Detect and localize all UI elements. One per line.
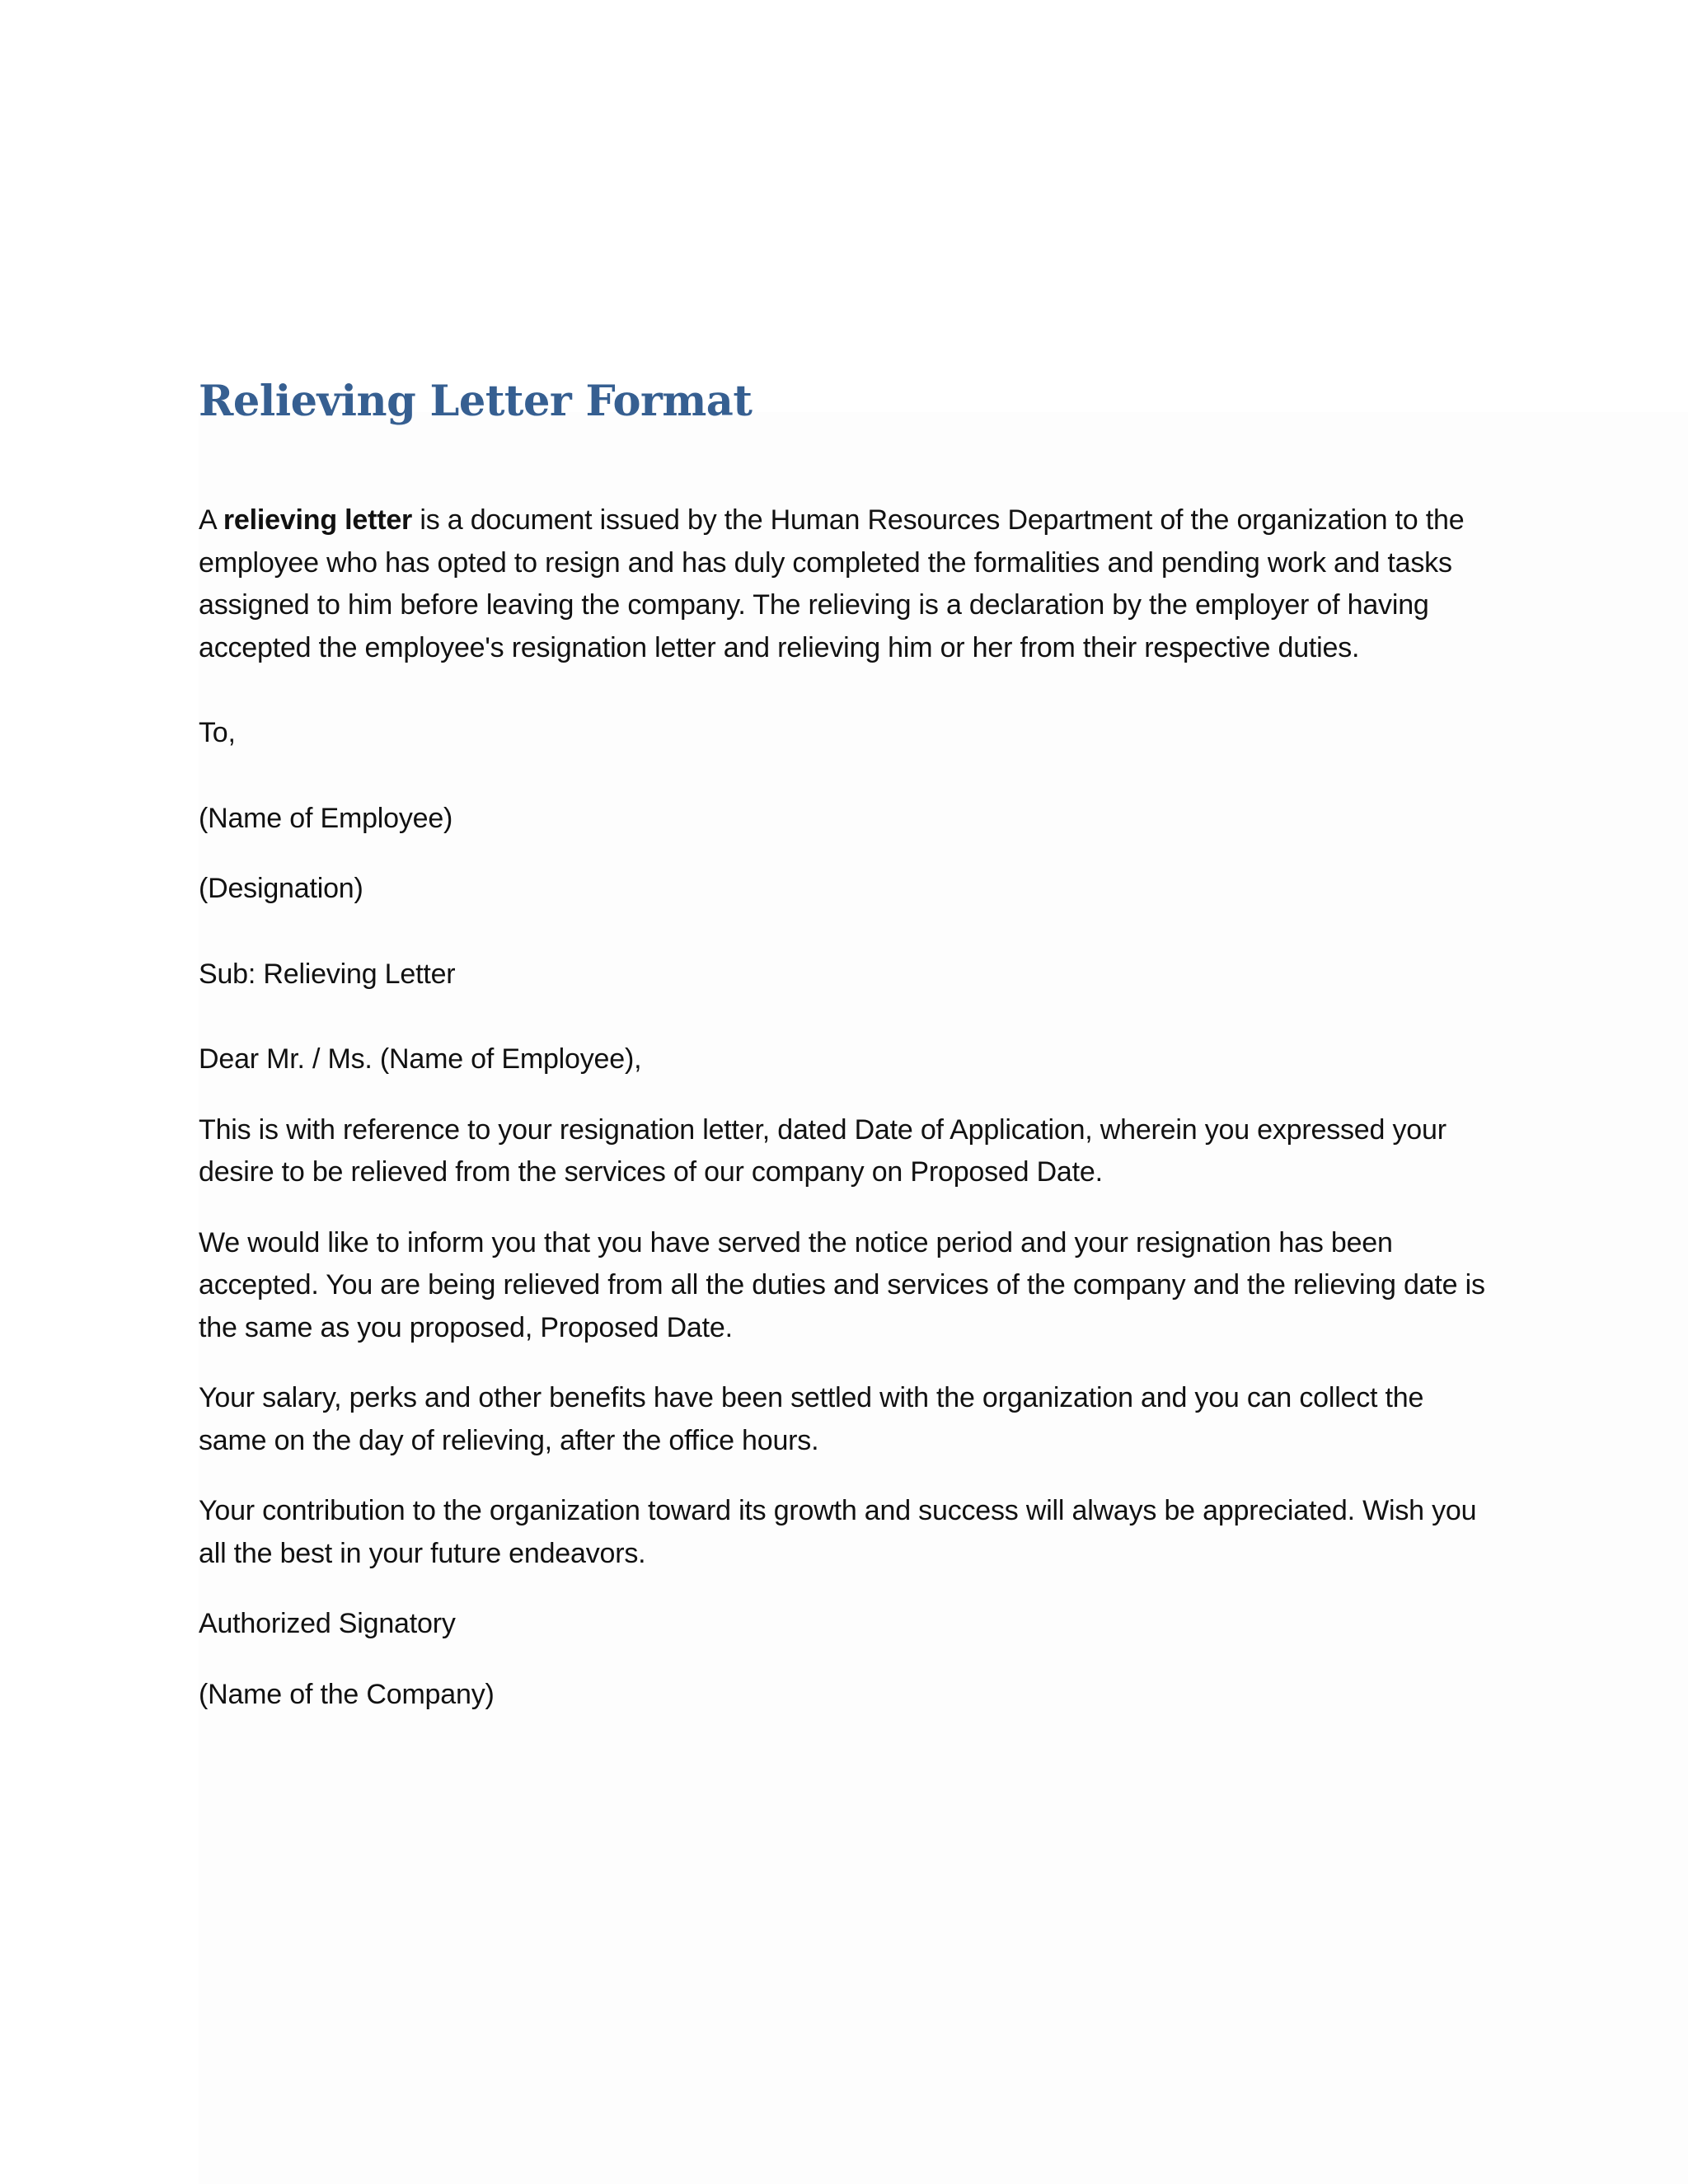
company-name: (Name of the Company): [199, 1678, 495, 1710]
recipient-to: To,: [199, 717, 236, 748]
letter-content: [199, 373, 1493, 1716]
recipient-name: (Name of Employee): [199, 802, 453, 834]
body-paragraph-1: This is with reference to your resignation letter, dated Date of Application, wherein you expressed your desire to be relieved from the services of our company on Proposed Date.: [199, 1113, 1447, 1188]
page-title: Relieving Letter Format: [199, 377, 753, 426]
subject-line: Sub: Relieving Letter: [199, 958, 456, 990]
body-paragraph-2: We would like to inform you that you have served the notice period and your resignation has been accepted. You are being relieved from all the duties and services of the company and the relieving date is the same as you proposed, Proposed Date.: [199, 1226, 1485, 1343]
signatory: Authorized Signatory: [199, 1608, 456, 1639]
salutation: Dear Mr. / Ms. (Name of Employee),: [199, 1043, 642, 1075]
recipient-designation: (Designation): [199, 873, 363, 904]
intro-prefix: A: [199, 504, 223, 536]
intro-paragraph: [199, 499, 1493, 669]
intro-bold-term: relieving letter: [223, 504, 413, 536]
body-paragraph-4: Your contribution to the organization toward its growth and success will always be appreciated. Wish you all the best in your future endeavors.: [199, 1495, 1477, 1569]
intro-rest: is a document issued by the Human Resources Department of the organization to the employee who has opted to resign and has duly completed the formalities and pending work and tasks assigned to him before leaving the company. The relieving is a declaration by the employer of having accepted the employee's resignation letter and relieving him or her from their respective duties.: [199, 504, 1465, 663]
body-paragraph-3: Your salary, perks and other benefits have been settled with the organization and you can collect the same on the day of relieving, after the office hours.: [199, 1382, 1424, 1456]
